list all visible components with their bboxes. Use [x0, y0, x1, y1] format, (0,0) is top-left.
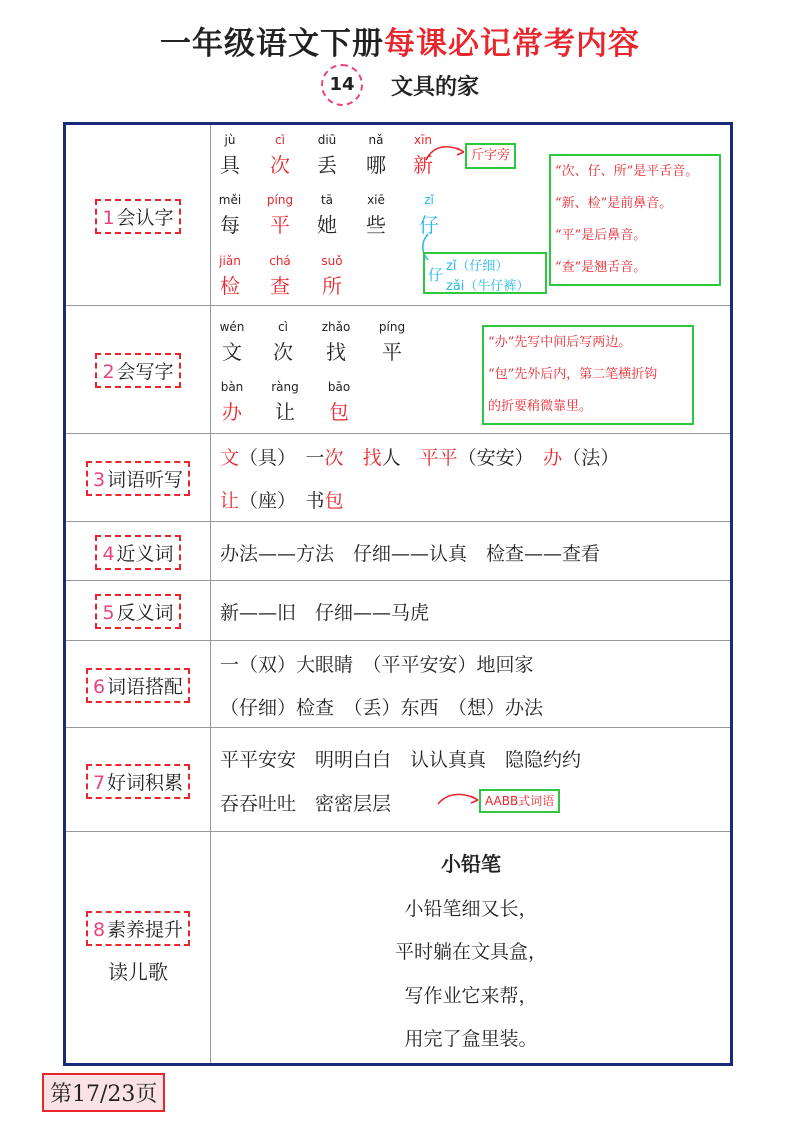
- section-label: 5 反义词: [66, 594, 210, 629]
- section-label: 4 近义词: [66, 535, 210, 570]
- good-words-line-2: 吞吞吐吐 密密层层: [220, 793, 392, 815]
- dictation-line-1: 文（具） 一次 找人 平平（安安） 办（法）: [220, 447, 620, 469]
- collocation-line-1: 一（双）大眼睛 （平平安安）地回家: [220, 654, 534, 676]
- good-words-line-1: 平平安安 明明白白 认认真真 隐隐约约: [220, 749, 582, 771]
- lesson-title: 文具的家: [390, 74, 479, 100]
- section-sublabel: 读儿歌: [108, 960, 168, 984]
- section-label: 6 词语搭配: [66, 668, 210, 703]
- poem-title: 小铅笔: [441, 852, 501, 876]
- section-label: 2 会写字: [66, 353, 210, 388]
- aabb-note: AABB式词语: [479, 789, 560, 813]
- section-label: 3 词语听写: [66, 461, 210, 496]
- collocation-line-2: （仔细）检查 （丢）东西 （想）办法: [220, 697, 544, 719]
- stroke-order-notes: “办”先写中间后写两边。 “包”先外后内，第二笔横折钩 的折要稍微靠里。: [482, 325, 694, 425]
- arrow-icon: [434, 790, 482, 810]
- pronunciation-notes: “次、仔、所”是平舌音。 “新、检”是前鼻音。 “平”是后鼻音。 “查”是翘舌音。: [549, 154, 721, 286]
- poem-line: 平时躺在文具盒，: [394, 941, 547, 963]
- poem-line: 用完了盒里装。: [404, 1028, 538, 1050]
- synonyms: 办法——方法 仔细——认真 检查——查看: [220, 543, 601, 565]
- polyphone-note: 仔 zǐ（仔细） zǎi（牛仔裤）: [423, 252, 547, 294]
- lesson-number: 14: [321, 64, 363, 106]
- section-label: 8 素养提升 读儿歌: [66, 911, 210, 985]
- section-label: 7 好词积累: [66, 764, 210, 799]
- dictation-line-2: 让（座） 书包: [220, 490, 344, 512]
- lesson-header: [0, 64, 800, 106]
- page-indicator: 第17/23页: [42, 1073, 165, 1112]
- antonyms: 新——旧 仔细——马虎: [220, 602, 430, 624]
- poem-line: 写作业它来帮，: [404, 985, 538, 1007]
- page-title: 一年级语文下册每课必记常考内容: [160, 26, 640, 62]
- section-label: 1 会认字: [66, 199, 210, 234]
- radical-note: 斤字旁: [465, 143, 516, 169]
- poem-line: 小铅笔细又长，: [404, 898, 538, 920]
